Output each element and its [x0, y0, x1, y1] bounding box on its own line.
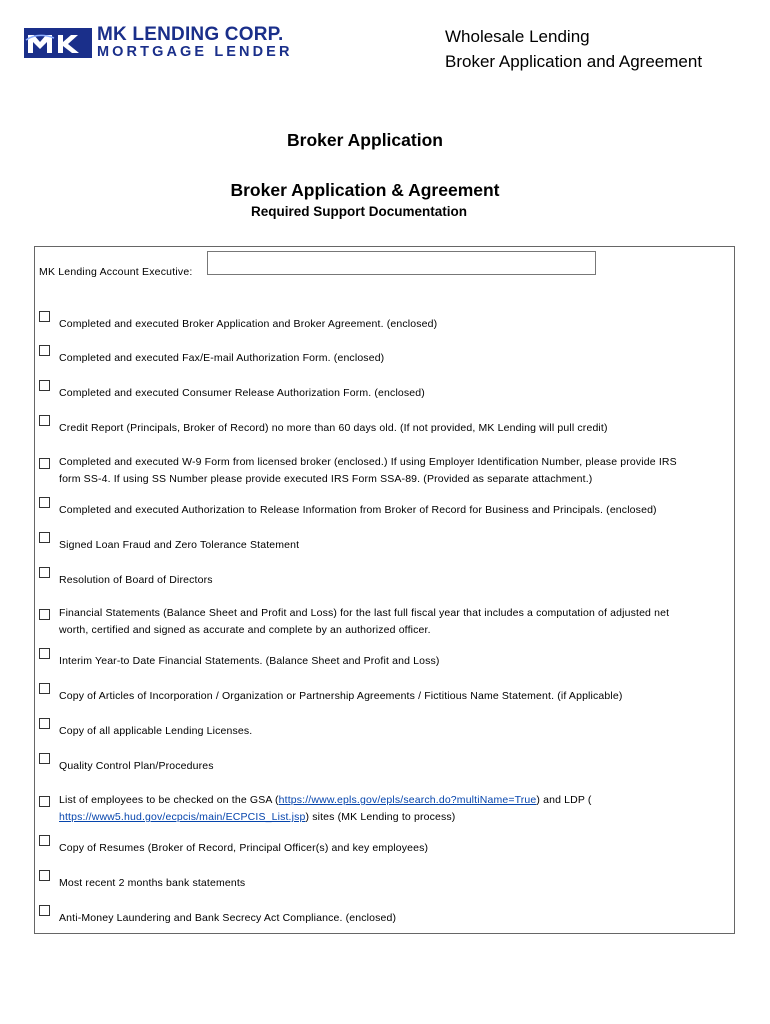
account-executive-input[interactable] [207, 251, 596, 275]
item-text: Completed and executed Broker Application and Broker Agreement. (enclosed) [59, 318, 438, 330]
item-text: Signed Loan Fraud and Zero Tolerance Statement [59, 539, 300, 551]
section-heading: Required Support Documentation [251, 204, 467, 219]
item-text-line-1: Completed and executed W-9 Form from licensed broker (enclosed.) If using Employer Identification Number, please provide IRS [59, 456, 677, 468]
item-checkbox[interactable] [39, 648, 50, 659]
gsa-link[interactable]: https://www.epls.gov/epls/search.do?multiName=True [278, 794, 537, 806]
document-header [445, 24, 702, 74]
item-checkbox[interactable] [39, 718, 50, 729]
item-checkbox[interactable] [39, 458, 50, 469]
ldp-link[interactable]: https://www5.hud.gov/ecpcis/main/ECPCIS_List.jsp [59, 811, 306, 823]
page-title: Broker Application [287, 130, 443, 150]
item-text: Resolution of Board of Directors [59, 574, 213, 586]
item-text: Copy of all applicable Lending Licenses. [59, 725, 253, 737]
item-checkbox[interactable] [39, 609, 50, 620]
documentation-checklist [34, 246, 735, 934]
item-checkbox[interactable] [39, 345, 50, 356]
logo-tagline: MORTGAGE LENDER [97, 44, 293, 60]
item-text: Most recent 2 months bank statements [59, 877, 246, 889]
item-text: Interim Year-to Date Financial Statements. (Balance Sheet and Profit and Loss) [59, 655, 440, 667]
company-logo [24, 24, 293, 64]
item-checkbox[interactable] [39, 753, 50, 764]
item-checkbox[interactable] [39, 497, 50, 508]
item-checkbox[interactable] [39, 835, 50, 846]
item-text [59, 792, 729, 826]
item-text: Credit Report (Principals, Broker of Record) no more than 60 days old. (If not provided, MK Lending will pull credit) [59, 422, 608, 434]
page-subtitle: Broker Application & Agreement [230, 180, 500, 200]
item-text [59, 454, 729, 488]
item-text: Copy of Resumes (Broker of Record, Principal Officer(s) and key employees) [59, 842, 429, 854]
item-checkbox[interactable] [39, 415, 50, 426]
item-text-line-2: form SS-4. If using SS Number please provide executed IRS Form SSA-89. (Provided as separate attachment.) [59, 473, 593, 485]
item-text-line-2: https://www5.hud.gov/ecpcis/main/ECPCIS_List.jsp) sites (MK Lending to process) [59, 811, 456, 823]
item-text: Completed and executed Consumer Release Authorization Form. (enclosed) [59, 387, 425, 399]
item-text-line-2: worth, certified and signed as accurate and complete by an authorized officer. [59, 624, 431, 636]
header-line-2: Broker Application and Agreement [445, 52, 703, 71]
item-checkbox[interactable] [39, 905, 50, 916]
item-checkbox[interactable] [39, 796, 50, 807]
item-text: Completed and executed Fax/E-mail Authorization Form. (enclosed) [59, 352, 385, 364]
item-checkbox[interactable] [39, 567, 50, 578]
item-text-line-1: Financial Statements (Balance Sheet and Profit and Loss) for the last full fiscal year that includes a computation of adjusted net [59, 607, 670, 619]
item-text: Copy of Articles of Incorporation / Organization or Partnership Agreements / Fictitious Name Statement. (if Applicable) [59, 690, 623, 702]
item-checkbox[interactable] [39, 311, 50, 322]
item-text: Anti-Money Laundering and Bank Secrecy Act Compliance. (enclosed) [59, 912, 397, 924]
item-checkbox[interactable] [39, 683, 50, 694]
account-executive-label: MK Lending Account Executive: [39, 266, 193, 278]
item-checkbox[interactable] [39, 870, 50, 881]
item-text-line-1: List of employees to be checked on the GSA (https://www.epls.gov/epls/search.do?multiName=True) and LDP ( [59, 794, 592, 806]
logo-company-name: MK LENDING CORP. [97, 24, 284, 45]
item-checkbox[interactable] [39, 532, 50, 543]
item-text [59, 605, 729, 639]
item-text: Quality Control Plan/Procedures [59, 760, 214, 772]
item-text: Completed and executed Authorization to Release Information from Broker of Record for Business and Principals. (enclosed) [59, 504, 657, 516]
header-line-1: Wholesale Lending [445, 27, 590, 46]
item-checkbox[interactable] [39, 380, 50, 391]
mk-logo-mark-icon [24, 28, 92, 58]
